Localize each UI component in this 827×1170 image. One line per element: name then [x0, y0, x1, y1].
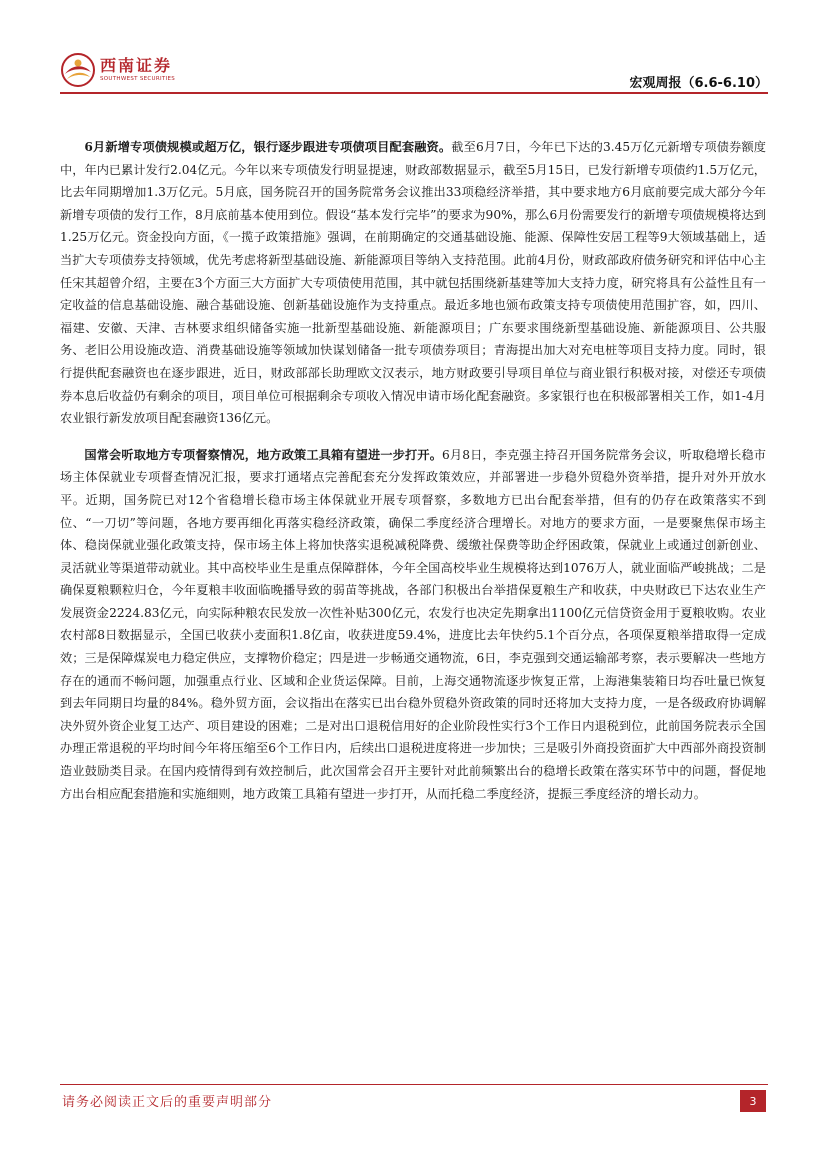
footer-disclaimer: 请务必阅读正文后的重要声明部分 — [62, 1095, 273, 1110]
header-divider — [60, 92, 768, 94]
logo-emblem-icon — [60, 52, 96, 88]
paragraph-special-bonds — [60, 136, 766, 430]
paragraph-state-council — [60, 444, 766, 806]
paragraph-lead: 国常会听取地方专项督察情况，地方政策工具箱有望进一步打开。 — [84, 447, 443, 462]
paragraph-body: 6月8日，李克强主持召开国务院常务会议，听取稳增长稳市场主体保就业专项督查情况汇报，要求打通堵点完善配套充分发挥政策效应，并部署进一步稳外贸稳外资举措，提升对外开放水平。近期，国务院已对12个省稳增长稳市场主体保就业开展专项督察，多数地方已出台配套举措，但有的仍存在政策落实不到位、“一刀切”等问题，各地方要再细化再落实稳经济政策，确保二季度经济合理增长。对地方的要求方面，一是要聚焦保市场主体、稳岗保就业强化政策支持，保市场主体上将加快落实退税减税降费、缓缴社保费等助企纾困政策，保就业上或通过创新创业、灵活就业等渠道带动就业。其中高校毕业生是重点保障群体，今年全国高校毕业生规模将达到1076万人，就业面临严峻挑战；二是确保夏粮颗粒归仓，今年夏粮丰收面临晚播导致的弱苗等挑战，各部门积极出台举措保夏粮生产和收获，中央财政已下达农业生产发展资金2224.83亿元，向实际种粮农民发放一次性补贴300亿元，农发行也决定先期拿出1100亿元信贷资金用于夏粮收购。农业农村部8日数据显示，全国已收获小麦面积1.8亿亩，收获进度59.4%，进度比去年快约5.1个百分点，各项保夏粮举措取得一定成效；三是保障煤炭电力稳定供应，支撑物价稳定；四是进一步畅通交通物流，6日，李克强到交通运输部考察，表示要解决一些地方存在的通而不畅问题，加强重点行业、区域和企业货运保障。目前，上海交通物流逐步恢复正常，上海港集装箱日均吞吐量已恢复到去年同期日均量的84%。稳外贸方面，会议指出在落实已出台稳外贸稳外资政策的同时还将加大支持力度，一是各级政府协调解决外贸外资企业复工达产、项目建设的困难；二是对出口退税信用好的企业阶段性实行3个工作日内退税到位，此前国务院表示全国办理正常退税的平均时间今年将压缩至6个工作日内，后续出口退税进度将进一步加快；三是吸引外商投资面扩大中西部外商投资制造业鼓励类目录。在国内疫情得到有效控制后，此次国常会召开主要针对此前频繁出台的稳增长政策在落实环节中的问题，督促地方出台相应配套措施和实施细则，地方政策工具箱有望进一步打开，从而托稳二季度经济，提振三季度经济的增长动力。 — [60, 447, 766, 801]
paragraph-lead: 6月新增专项债规模或超万亿，银行逐步跟进专项债项目配套融资。 — [84, 140, 452, 154]
page-header — [60, 42, 768, 92]
page-number: 3 — [740, 1090, 766, 1112]
main-content — [60, 136, 766, 805]
logo-chinese-name: 西南证券 — [100, 56, 173, 75]
company-logo — [60, 50, 175, 90]
footer-divider — [60, 1084, 768, 1085]
logo-english-name: SOUTHWEST SECURITIES — [100, 76, 176, 82]
paragraph-body: 截至6月7日，今年已下达的3.45万亿元新增专项债券额度中，年内已累计发行2.04亿元。今年以来专项债发行明显提速，财政部数据显示，截至5月15日，已发行新增专项债约1.5万亿元，比去年同期增加1.3万亿元。5月底，国务院召开的国务院常务会议推出33项稳经济举措，其中要求地方6月底前要完成大部分今年新增专项债的发行工作，8月底前基本使用到位。假设“基本发行完毕”的要求为90%，那么6月份需要发行的新增专项债规模将达到1.25万亿元。资金投向方面，《一揽子政策措施》强调，在前期确定的交通基础设施、能源、保障性安居工程等9大领域基础上，适当扩大专项债券支持领域，优先考虑将新型基础设施、新能源项目等纳入支持范围。此前4月份，财政部政府债务研究和评估中心主任宋其超曾介绍，主要在3个方面三大方面扩大专项债使用范围，其中就包括围绕新基建等加大支持力度，研究将具有公益性且有一定收益的信息基础设施、融合基础设施、创新基础设施作为支持重点。最近多地也颁布政策支持专项债使用范围扩容，如，四川、福建、安徽、天津、吉林要求组织储备实施一批新型基础设施、新能源项目；广东要求围绕新型基础设施、新能源项目、公共服务、老旧公用设施改造、消费基础设施等领域加快谋划储备一批专项债券项目；青海提出加大对充电桩等项目支持力度。同时，银行提供配套融资也在逐步跟进，近日，财政部部长助理欧文汉表示，地方财政要引导项目单位与商业银行积极对接，对偿还专项债券本息后收益仍有剩余的项目，项目单位可根据剩余专项收入情况申请市场化配套融资。多家银行也在积极部署相关工作，如1-4月农业银行新发放项目配套融资136亿元。 — [60, 140, 766, 426]
report-title: 宏观周报（6.6-6.10） — [629, 76, 768, 91]
